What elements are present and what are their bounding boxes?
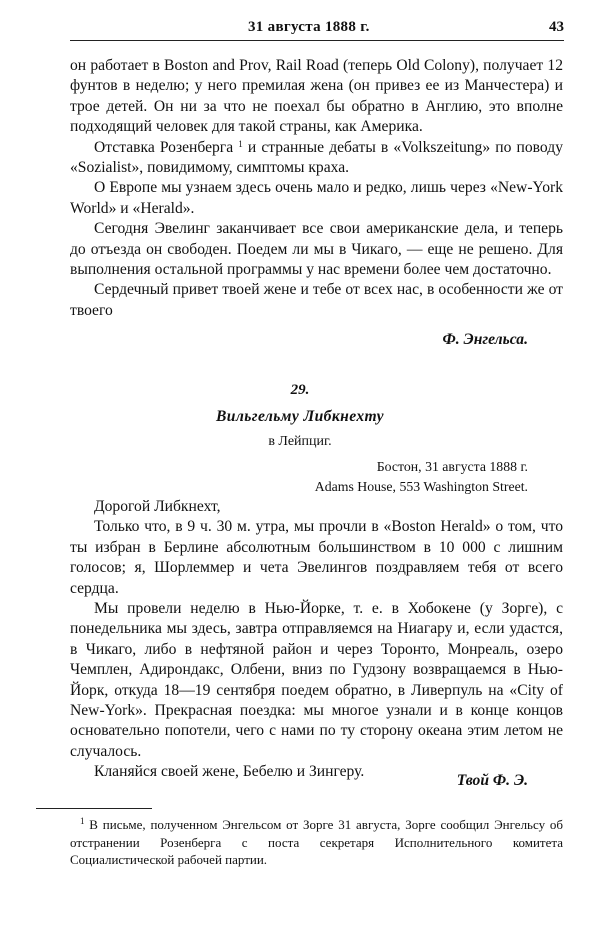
paragraph: Мы провели неделю в Нью-Йорке, т. е. в Хобокене (у Зорге), с понедельника мы здесь, завтра отправляемся на Ниагару и, если удастся, в Чикаго, либо в нефтяной район и через Торонто, Монреаль, озеро Чемплен, Адирондакс, Олбени, вниз по Гудзону возвращаемся в Нью-Йорк, откуда 18—19 сентября поедем обратно, в Ливерпуль на «City of New-York». Прекрасная поездка: мы многое узнали и в конце концов основательно попотели, чего с нами по ту сторону океана этим летом не случалось. <box>70 600 563 760</box>
header-date: 31 августа 1888 г. <box>248 19 370 35</box>
letter-28-ending <box>70 56 563 321</box>
footnote-marker: 1 <box>80 816 85 826</box>
paragraph: он работает в Boston and Prov, Rail Road (теперь Old Colony), получает 12 фунтов в неделю; у него премилая жена (он привез ее из Манчестера) и трое детей. Он ни за что не поехал бы обратно в Англию, это вполне подходящий человек для такой страны, как Америка. <box>70 57 563 136</box>
paragraph: Сегодня Эвелинг заканчивает все свои американские дела, и теперь до отъезда он свободен. Поедем ли мы в Чикаго, — еще не решено. Для выполнения остальной программы у нас времени более чем достаточно. <box>70 220 563 279</box>
paragraph: О Европе мы узнаем здесь очень мало и редко, лишь через «New-York World» и «Herald». <box>70 179 563 217</box>
letter-29-body <box>70 497 563 783</box>
letter-place-date <box>315 457 528 497</box>
footnote-divider <box>36 808 152 809</box>
letter-destination: в Лейпциг. <box>268 434 332 449</box>
footnote-body: В письме, полученном Энгельсом от Зорге 31 августа, Зорге сообщил Энгельсу об отстранении Розенберга с поста секретаря Исполнительного комитета Социалистической рабочей партии. <box>70 817 563 867</box>
address-line: Adams House, 553 Washington Street. <box>314 479 528 494</box>
salutation: Дорогой Либкнехт, <box>94 498 221 515</box>
paragraph-text: и странные дебаты в «Volkszeitung» по поводу «Sozialist», повидимому, симптомы краха. <box>70 138 563 177</box>
paragraph-closing: Сердечный привет твоей жене и тебе от всех нас, в особенности же от твоего <box>70 281 563 319</box>
paragraph: Кланяйся своей жене, Бебелю и Зингеру. <box>94 763 365 781</box>
paragraph-rosenberg <box>70 138 563 179</box>
footnote-text <box>70 816 563 869</box>
paragraph-text: Отставка Розенберга <box>94 138 234 156</box>
letter-addressee: Вильгельму Либкнехту <box>215 408 384 425</box>
footnote-ref[interactable]: 1 <box>238 138 243 149</box>
footnote <box>70 816 563 869</box>
signature-initials: Твой Ф. Э. <box>456 772 528 789</box>
paragraph: Только что, в 9 ч. 30 м. утра, мы прочли в «Boston Herald» о том, что ты избран в Берлине абсолютным большинством в 10 000 с лишним голосов; я, Шорлеммер и чета Эвелингов поздравляем тебя от всего сердца. <box>70 518 563 597</box>
letter-number: 29. <box>290 382 310 398</box>
running-head <box>70 18 564 41</box>
page-number: 43 <box>549 19 564 35</box>
place-date-line: Бостон, 31 августа 1888 г. <box>376 459 528 474</box>
signature-engels: Ф. Энгельса. <box>442 331 528 348</box>
